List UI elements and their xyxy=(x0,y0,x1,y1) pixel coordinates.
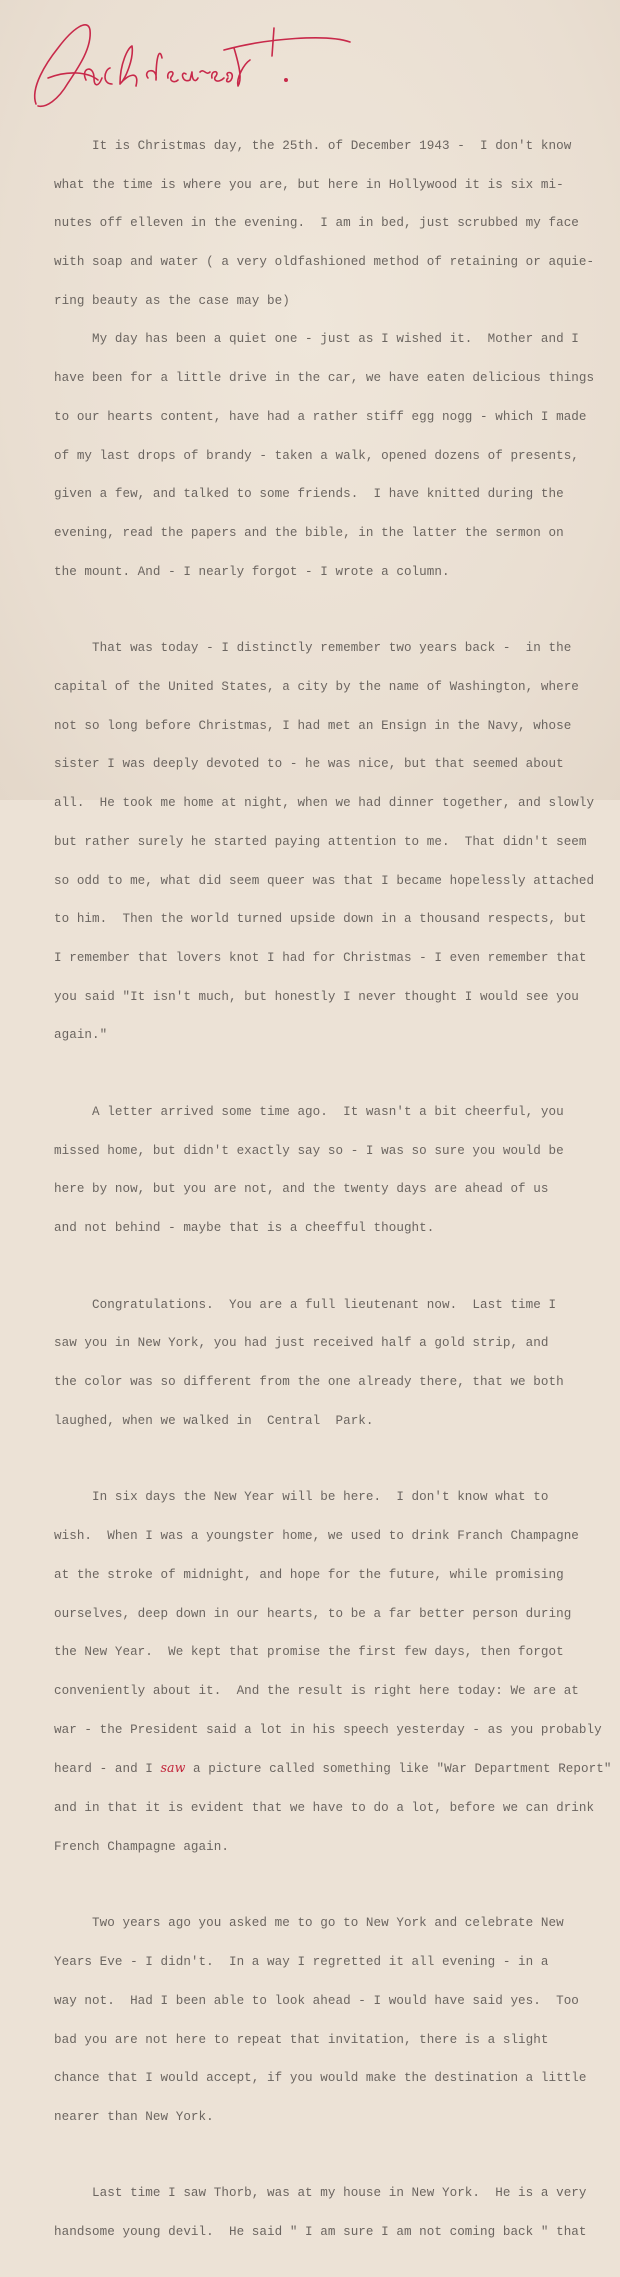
text-line: chance that I would accept, if you would make the destination a little xyxy=(54,2071,587,2086)
text-line: That was today - I distinctly remember two years back - in the xyxy=(54,641,572,656)
text-line: and not behind - maybe that is a cheefful thought. xyxy=(54,1221,435,1236)
text-line: here by now, but you are not, and the twenty days are ahead of us xyxy=(54,1182,549,1197)
text-line: ourselves, deep down in our hearts, to be a far better person during xyxy=(54,1606,572,1621)
text-line: missed home, but didn't exactly say so - I was so sure you would be xyxy=(54,1143,564,1158)
text-line: My day has been a quiet one - just as I wished it. Mother and I xyxy=(54,332,579,347)
text-line: to him. Then the world turned upside down in a thousand respects, but xyxy=(54,912,587,927)
signature-ink-icon xyxy=(28,8,348,118)
text-line: the New Year. We kept that promise the first few days, then forgot xyxy=(54,1645,564,1660)
text-line: to our hearts content, have had a rather stiff egg nogg - which I made xyxy=(54,409,587,424)
text-line: not so long before Christmas, I had met an Ensign in the Navy, whose xyxy=(54,718,572,733)
text-line: nearer than New York. xyxy=(54,2109,214,2124)
paragraph-letter-arrived xyxy=(54,1080,614,1261)
text-line: Two years ago you asked me to go to New York and celebrate New xyxy=(54,1916,564,1931)
paragraph-congratulations xyxy=(54,1273,614,1454)
text-line: wish. When I was a youngster home, we used to drink Franch Champagne xyxy=(54,1529,579,1544)
text-line: way not. Had I been able to look ahead - I would have said yes. Too xyxy=(54,1993,579,2008)
text-line: conveniently about it. And the result is right here today: We are at xyxy=(54,1683,579,1698)
paragraph-thorb xyxy=(54,2162,614,2265)
text-line: In six days the New Year will be here. I don't know what to xyxy=(54,1490,549,1505)
text-fragment: a picture called something like "War Department Report" xyxy=(185,1762,612,1777)
text-line: and in that it is evident that we have to do a lot, before we can drink xyxy=(54,1801,595,1816)
text-line: ring beauty as the case may be) xyxy=(54,293,290,308)
text-line: capital of the United States, a city by the name of Washington, where xyxy=(54,679,579,694)
text-line: A letter arrived some time ago. It wasn't a bit cheerful, you xyxy=(54,1104,564,1119)
paragraph-christmas-day xyxy=(54,114,614,604)
text-line-with-insert xyxy=(54,1762,614,1776)
text-line: with soap and water ( a very oldfashioned method of retaining or aquie- xyxy=(54,254,595,269)
paragraph-new-years-eve xyxy=(54,1892,614,2150)
text-line: given a few, and talked to some friends. I have knitted during the xyxy=(54,487,564,502)
text-line: evening, read the papers and the bible, in the latter the sermon on xyxy=(54,526,564,540)
handwritten-salutation xyxy=(28,8,348,118)
text-line: saw you in New York, you had just received half a gold strip, and xyxy=(54,1336,549,1351)
letter-body xyxy=(54,114,614,2277)
paragraph-new-year xyxy=(54,1466,614,1880)
text-fragment: heard - and I xyxy=(54,1762,161,1777)
text-line: again." xyxy=(54,1028,108,1043)
text-line: French Champagne again. xyxy=(54,1839,229,1854)
text-line: Years Eve - I didn't. In a way I regretted it all evening - in a xyxy=(54,1955,549,1970)
text-line: nutes off elleven in the evening. I am in bed, just scrubbed my face xyxy=(54,216,579,231)
text-line: what the time is where you are, but here in Hollywood it is six mi- xyxy=(54,177,564,192)
paragraph-washington-memory xyxy=(54,616,614,1068)
text-line: at the stroke of midnight, and hope for the future, while promising xyxy=(54,1567,564,1582)
text-line: so odd to me, what did seem queer was that I became hopelessly attached xyxy=(54,873,595,888)
text-line: of my last drops of brandy - taken a walk, opened dozens of presents, xyxy=(54,448,579,463)
text-line: have been for a little drive in the car, we have eaten delicious things xyxy=(54,371,595,386)
text-line: the mount. And - I nearly forgot - I wrote a column. xyxy=(54,564,450,579)
text-line: bad you are not here to repeat that invitation, there is a slight xyxy=(54,2032,549,2047)
text-line: I remember that lovers knot I had for Christmas - I even remember that xyxy=(54,951,587,965)
text-line: handsome young devil. He said " I am sure I am not coming back " that xyxy=(54,2225,587,2240)
text-line: war - the President said a lot in his speech yesterday - as you probably xyxy=(54,1722,602,1737)
text-line: all. He took me home at night, when we had dinner together, and slowly xyxy=(54,796,595,811)
text-line: Last time I saw Thorb, was at my house in New York. He is a very xyxy=(54,2186,587,2201)
handwritten-insert: saw xyxy=(160,1760,186,1776)
text-line: you said "It isn't much, but honestly I never thought I would see you xyxy=(54,989,579,1004)
text-line: It is Christmas day, the 25th. of December 1943 - I don't know xyxy=(54,138,572,153)
text-line: sister I was deeply devoted to - he was nice, but that seemed about xyxy=(54,757,564,772)
text-line: the color was so different from the one already there, that we both xyxy=(54,1375,564,1390)
text-line: laughed, when we walked in Central Park. xyxy=(54,1413,374,1428)
text-line: Congratulations. You are a full lieutenant now. Last time I xyxy=(54,1297,557,1312)
text-line: but rather surely he started paying attention to me. That didn't seem xyxy=(54,834,587,849)
